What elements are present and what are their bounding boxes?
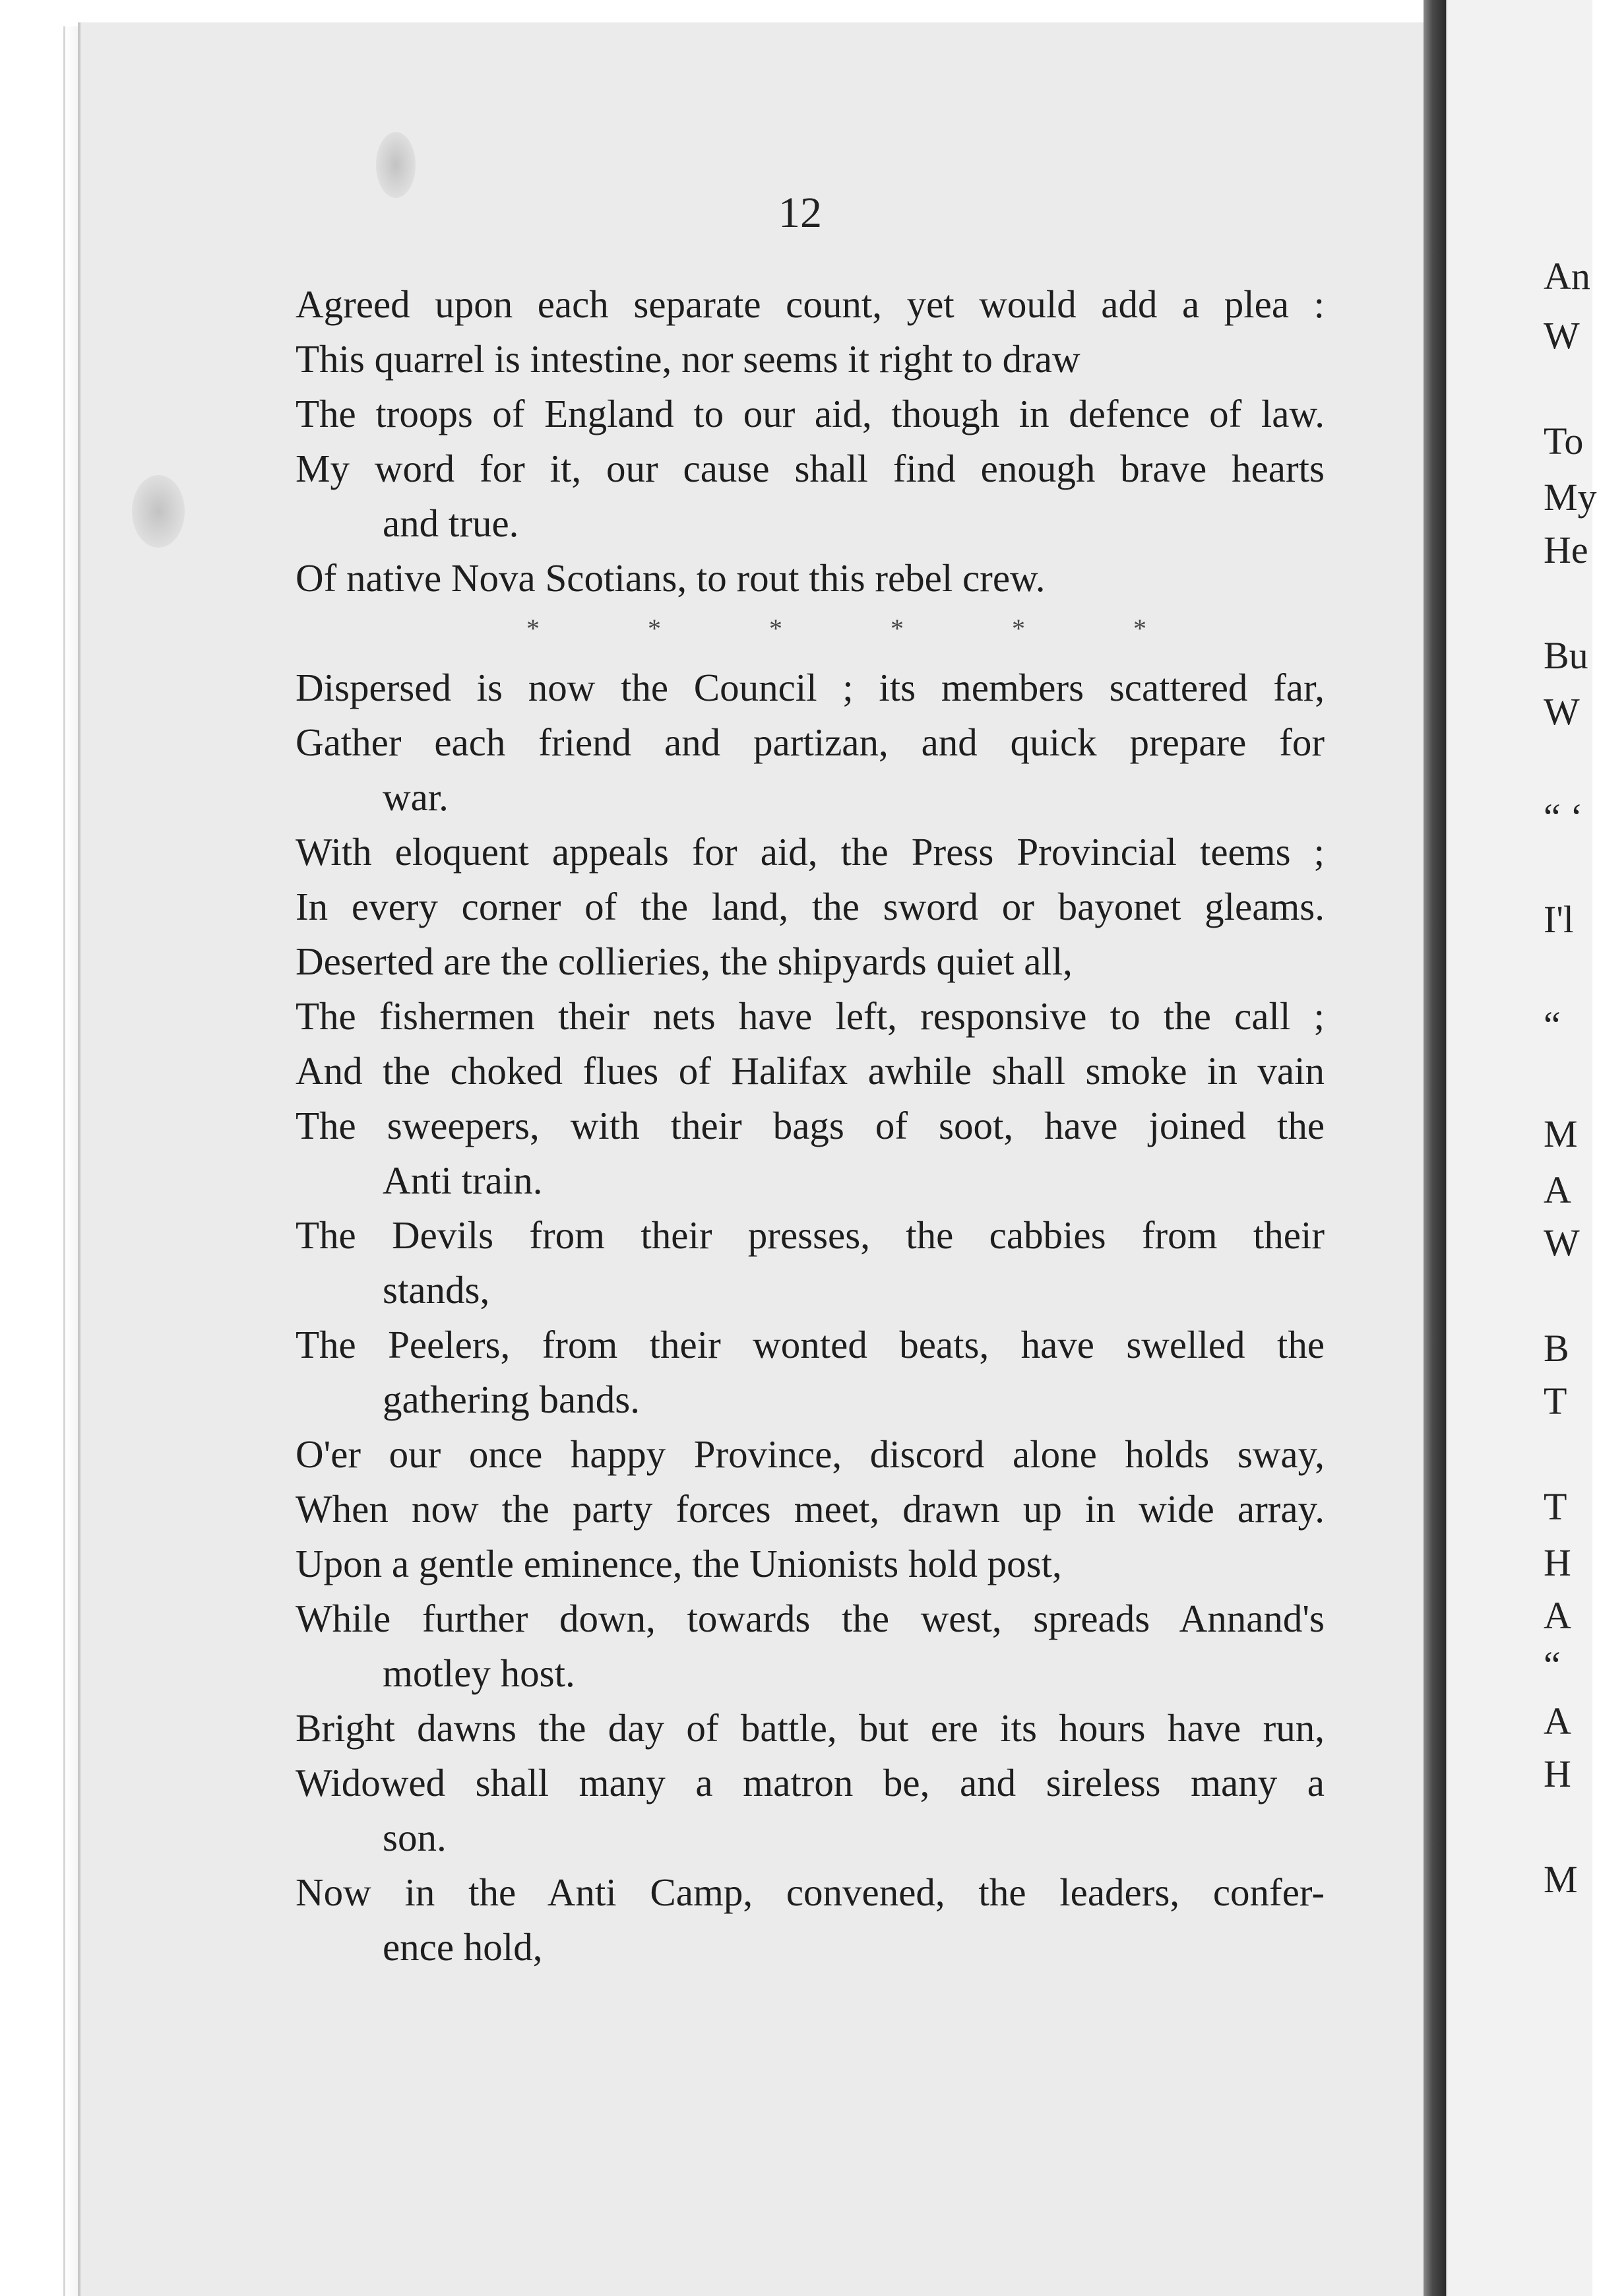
facing-page-fragment: He xyxy=(1544,528,1588,571)
verse-line: While further down, towards the west, spreads Annand's xyxy=(296,1597,1325,1640)
verse-line: Agreed upon each separate count, yet would add a plea : xyxy=(296,282,1325,326)
facing-page-fragment: M xyxy=(1544,1112,1578,1155)
facing-page-text xyxy=(1544,0,1597,2296)
verse-line: Now in the Anti Camp, convened, the leaders, confer- xyxy=(296,1870,1325,1914)
verse-line: The fishermen their nets have left, responsive to the call ; xyxy=(296,994,1325,1038)
facing-page-fragment: To xyxy=(1544,420,1584,462)
verse-line: motley host. xyxy=(383,1651,575,1695)
verse-line: This quarrel is intestine, nor seems it right to draw xyxy=(296,337,1080,381)
verse-line: The Devils from their presses, the cabbies from their xyxy=(296,1213,1325,1257)
facing-page-fragment: T xyxy=(1544,1485,1567,1528)
verse-line: My word for it, our cause shall find enough brave hearts xyxy=(296,447,1325,490)
verse-line: war. xyxy=(383,775,449,819)
verse-line: Widowed shall many a matron be, and sireless many a xyxy=(296,1761,1325,1804)
facing-page-fragment: B xyxy=(1544,1327,1569,1370)
facing-page-fragment: M xyxy=(1544,1858,1578,1901)
facing-page-fragment: “ xyxy=(1544,1004,1561,1046)
verse-line: O'er our once happy Province, discord alone holds sway, xyxy=(296,1432,1325,1476)
facing-page-fragment: T xyxy=(1544,1380,1567,1422)
separator-asterisk: * xyxy=(769,614,782,643)
verse-line: Gather each friend and partizan, and quick prepare for xyxy=(296,720,1325,764)
scan-smudge xyxy=(376,132,416,198)
facing-page-fragment: A xyxy=(1544,1168,1571,1211)
verse-line: With eloquent appeals for aid, the Press Provincial teems ; xyxy=(296,830,1325,874)
separator-asterisk: * xyxy=(1012,614,1025,643)
facing-page-fragment: Bu xyxy=(1544,634,1588,677)
facing-page-fragment: “ xyxy=(1544,1643,1561,1686)
verse-line: The sweepers, with their bags of soot, have joined the xyxy=(296,1104,1325,1147)
verse-line: Dispersed is now the Council ; its members scattered far, xyxy=(296,666,1325,709)
facing-page-fragment: I'l xyxy=(1544,898,1574,941)
verse-line: Anti train. xyxy=(383,1159,543,1202)
page-number: 12 xyxy=(778,189,822,237)
stanza-1 xyxy=(296,277,1325,606)
separator-asterisk: * xyxy=(526,614,540,643)
book-gutter xyxy=(1424,0,1446,2296)
stanza-2 xyxy=(296,660,1325,1975)
scan-smudge xyxy=(132,475,185,548)
verse-line: The Peelers, from their wonted beats, have swelled the xyxy=(296,1323,1325,1366)
facing-page-fragment: A xyxy=(1544,1594,1571,1637)
separator-asterisk: * xyxy=(1133,614,1146,643)
facing-page-fragment: H xyxy=(1544,1752,1571,1795)
verse-line: Upon a gentle eminence, the Unionists hold post, xyxy=(296,1542,1062,1585)
facing-page-fragment: W xyxy=(1544,1221,1580,1264)
poem-text xyxy=(296,277,1325,1975)
verse-line: Deserted are the collieries, the shipyards quiet all, xyxy=(296,940,1073,983)
facing-page-fragment: An xyxy=(1544,255,1590,298)
verse-line: son. xyxy=(383,1816,447,1859)
verse-line: When now the party forces meet, drawn up in wide array. xyxy=(296,1487,1325,1531)
section-separator xyxy=(296,606,1325,660)
facing-page-fragment: H xyxy=(1544,1541,1571,1584)
verse-line: Of native Nova Scotians, to rout this rebel crew. xyxy=(296,556,1046,600)
verse-line: Bright dawns the day of battle, but ere its hours have run, xyxy=(296,1706,1325,1750)
facing-page-fragment: W xyxy=(1544,314,1580,357)
separator-asterisk: * xyxy=(648,614,661,643)
verse-line: and true. xyxy=(383,501,519,545)
facing-page-fragment: W xyxy=(1544,690,1580,733)
verse-line: stands, xyxy=(383,1268,490,1312)
verse-line: And the choked flues of Halifax awhile shall smoke in vain xyxy=(296,1049,1325,1093)
facing-page-fragment: My xyxy=(1544,476,1597,519)
facing-page-fragment: “ ‘ xyxy=(1544,796,1583,839)
facing-page-fragment: A xyxy=(1544,1700,1571,1742)
verse-line: gathering bands. xyxy=(383,1378,640,1421)
verse-line: The troops of England to our aid, though in defence of law. xyxy=(296,392,1325,435)
verse-line: ence hold, xyxy=(383,1925,543,1969)
verse-line: In every corner of the land, the sword or bayonet gleams. xyxy=(296,885,1325,928)
separator-asterisk: * xyxy=(891,614,904,643)
